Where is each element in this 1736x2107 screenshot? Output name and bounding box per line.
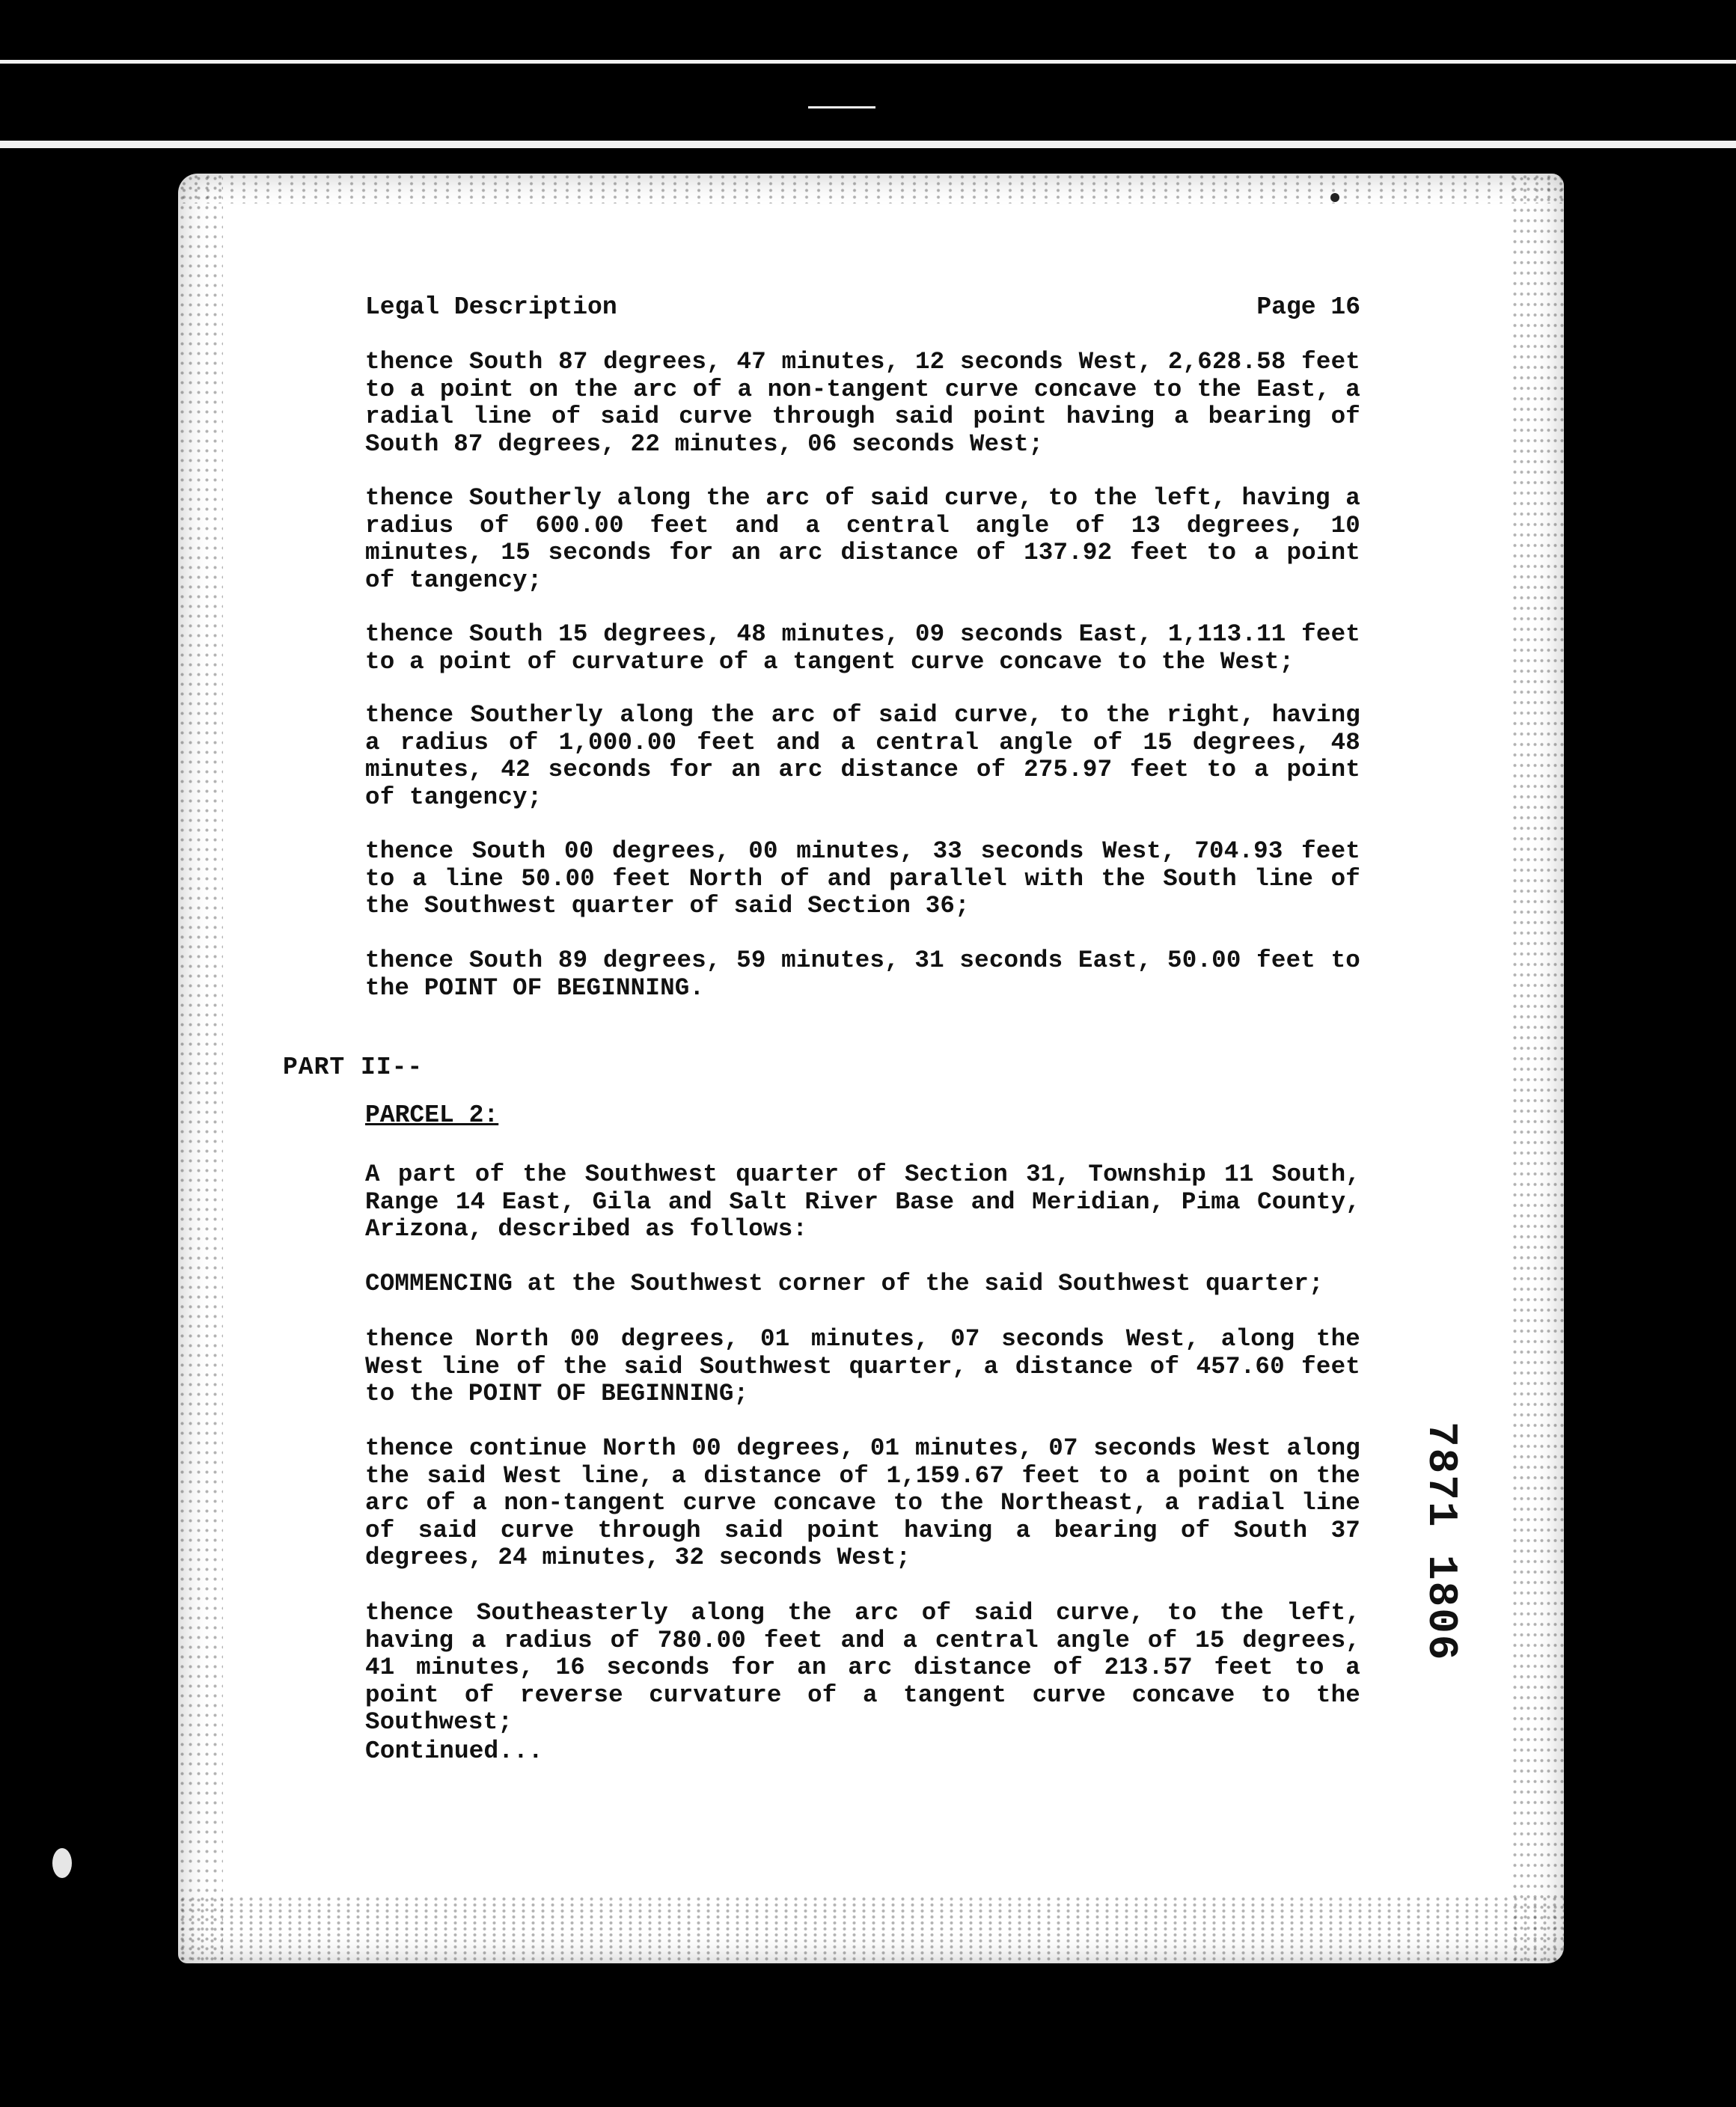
- film-edge-line: [0, 141, 1736, 148]
- parcel-paragraph: thence Southeasterly along the arc of said curve, to the left, having a radius of 780.00 feet and a central angle of 15 degrees, 41 minutes, 16 seconds for an arc distance of 213.57 feet to a point of reverse curvature of a tangent curve concave to the Southwest;: [365, 1599, 1360, 1736]
- description-paragraph: thence South 00 degrees, 00 minutes, 33 seconds West, 704.93 feet to a line 50.00 feet North of and parallel with the South line of the Southwest quarter of said Section 36;: [365, 837, 1360, 920]
- page-header: [365, 293, 1360, 323]
- film-edge-mark: [808, 106, 875, 108]
- document-page: [178, 174, 1564, 1963]
- page-content: [178, 174, 1564, 1963]
- film-artifact: [52, 1848, 72, 1878]
- parcel-heading: PARCEL 2:: [365, 1101, 499, 1129]
- description-paragraph: thence Southerly along the arc of said curve, to the right, having a radius of 1,000.00 feet and a central angle of 15 degrees, 48 minutes, 42 seconds for an arc distance of 275.97 feet to a point of tangency;: [365, 701, 1360, 811]
- parcel-paragraph: COMMENCING at the Southwest corner of the said Southwest quarter;: [365, 1270, 1324, 1297]
- parcel-paragraph: thence North 00 degrees, 01 minutes, 07 seconds West, along the West line of the said Southwest quarter, a distance of 457.60 feet to the POINT OF BEGINNING;: [365, 1325, 1360, 1407]
- continued-label: Continued...: [365, 1737, 543, 1765]
- description-paragraph: thence South 15 degrees, 48 minutes, 09 seconds East, 1,113.11 feet to a point of curvature of a tangent curve concave to the West;: [365, 620, 1360, 676]
- recording-stamp: 7871 1806: [1417, 1422, 1465, 1662]
- description-paragraph: thence South 89 degrees, 59 minutes, 31 seconds East, 50.00 feet to the POINT OF BEGINNING.: [365, 947, 1360, 1002]
- document-title: Legal Description: [365, 293, 617, 321]
- description-paragraph: thence South 87 degrees, 47 minutes, 12 seconds West, 2,628.58 feet to a point on the arc of a non-tangent curve concave to the East, a radial line of said curve through said point having a bearing of South 87 degrees, 22 minutes, 06 seconds West;: [365, 348, 1360, 458]
- description-paragraph: thence Southerly along the arc of said curve, to the left, having a radius of 600.00 feet and a central angle of 13 degrees, 10 minutes, 15 seconds for an arc distance of 137.92 feet to a point of tangency;: [365, 484, 1360, 594]
- page-number: Page 16: [1256, 293, 1360, 321]
- film-edge-line: [0, 60, 1736, 64]
- parcel-paragraph: A part of the Southwest quarter of Section 31, Township 11 South, Range 14 East, Gila and Salt River Base and Meridian, Pima County, Arizona, described as follows:: [365, 1160, 1360, 1243]
- part-heading: PART II--: [283, 1054, 424, 1081]
- parcel-paragraph: thence continue North 00 degrees, 01 minutes, 07 seconds West along the said West line, a distance of 1,159.67 feet to a point on the arc of a non-tangent curve concave to the Northeast, a radial line of said curve through said point having a bearing of South 37 degrees, 24 minutes, 32 seconds West;: [365, 1434, 1360, 1571]
